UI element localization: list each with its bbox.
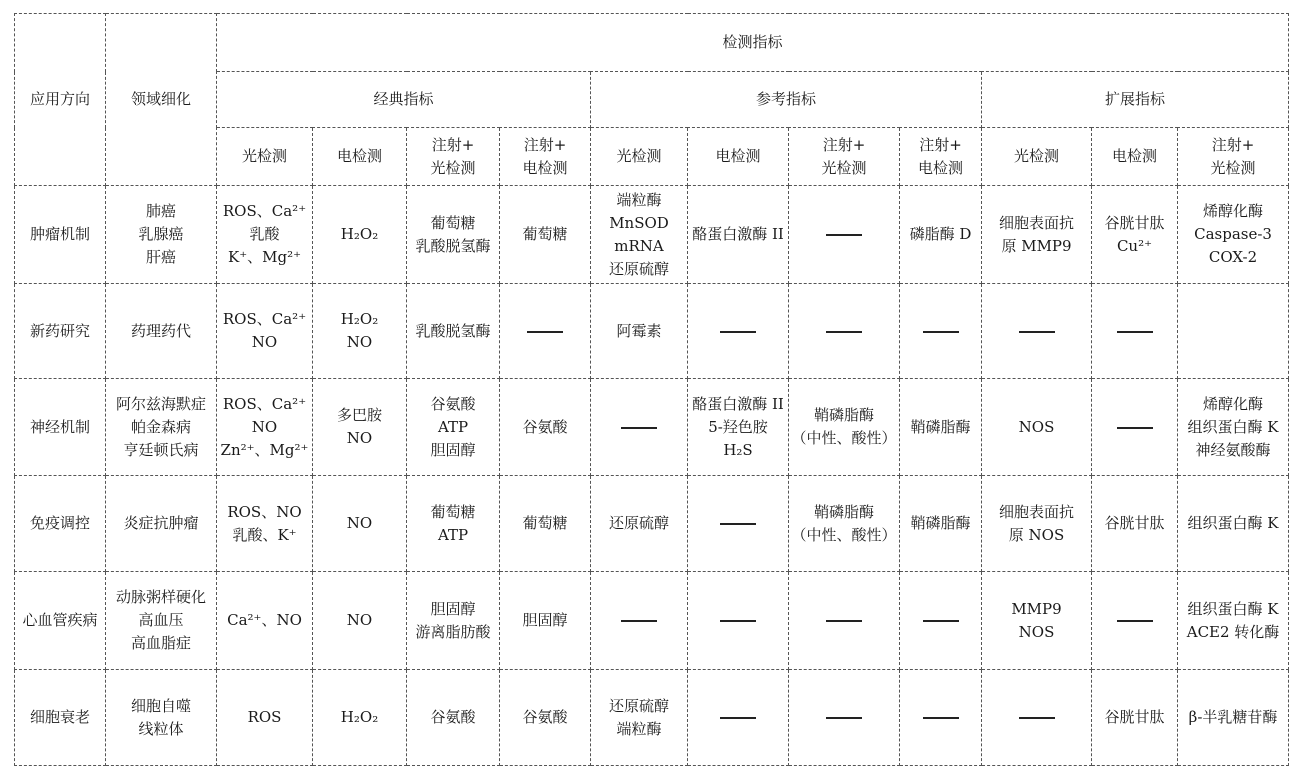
indicator-line: NO: [251, 417, 278, 436]
indicator-cell: [500, 670, 591, 766]
indicator-cell: [1092, 379, 1178, 476]
indicator-cell: [1092, 572, 1178, 670]
column-header-line: 光检测: [241, 147, 287, 165]
indicator-cell: [313, 572, 407, 670]
indicator-cell: [789, 379, 900, 476]
field-cell: [106, 186, 217, 284]
indicator-line: 神经氨酸酶: [1195, 440, 1271, 459]
indicator-cell: [900, 476, 982, 572]
indicator-line: H₂S: [723, 440, 753, 459]
empty-dash: [923, 620, 959, 622]
indicator-line: 还原硫醇: [608, 259, 669, 278]
indicator-line: NO: [346, 333, 373, 351]
header-row-1: [15, 14, 1289, 72]
field-line: 细胞自噬: [130, 696, 191, 715]
indicator-line: NO: [251, 333, 278, 351]
indicator-cell: [982, 284, 1092, 379]
empty-dash: [923, 717, 959, 719]
field-cell: [106, 284, 217, 379]
table-row: [15, 670, 1289, 766]
indicator-line: 烯醇化酶: [1203, 394, 1264, 413]
column-header: [217, 128, 313, 186]
header-field: 领域细化: [106, 14, 217, 186]
field-line: 亨廷顿氏病: [123, 440, 199, 459]
column-header-line: 电检测: [917, 158, 963, 177]
indicator-cell: [688, 670, 789, 766]
application-cell: 肿瘤机制: [15, 186, 106, 284]
indicator-cell: [789, 186, 900, 284]
indicator-line: 谷胱甘肽: [1104, 708, 1165, 726]
indicator-cell: [217, 572, 313, 670]
indicator-cell: [407, 670, 500, 766]
indicator-cell: [500, 476, 591, 572]
indicator-line: 乳酸脱氢酶: [415, 321, 491, 340]
indicator-cell: [688, 284, 789, 379]
indicator-cell: [217, 284, 313, 379]
empty-dash: [826, 234, 862, 236]
indicator-line: 谷氨酸: [430, 394, 476, 413]
indicator-cell: [982, 186, 1092, 284]
indicator-line: NOS: [1018, 417, 1055, 436]
indicator-line: 谷胱甘肽: [1104, 213, 1165, 232]
field-line: 肺癌: [145, 202, 176, 220]
indicator-cell: [1092, 670, 1178, 766]
indicator-cell: [789, 670, 900, 766]
column-header-line: 注射+: [1211, 135, 1255, 154]
indicator-cell: [982, 572, 1092, 670]
indicator-line: 谷氨酸: [522, 417, 568, 436]
indicator-cell: [313, 186, 407, 284]
indicator-line: NO: [346, 611, 373, 629]
field-line: 高血压: [138, 611, 184, 629]
empty-dash: [1117, 331, 1153, 333]
field-line: 线粒体: [138, 719, 184, 738]
indicator-line: 葡萄糖: [430, 502, 476, 521]
application-cell: 新药研究: [15, 284, 106, 379]
indicator-line: 葡萄糖: [430, 213, 476, 232]
column-header-line: 注射+: [431, 135, 475, 154]
indicator-cell: [407, 284, 500, 379]
indicator-line: 酪蛋白激酶 II: [692, 225, 784, 243]
indicator-line: 鞘磷脂酶: [910, 514, 971, 532]
indicator-line: 鞘磷脂酶: [813, 406, 874, 424]
empty-dash: [826, 620, 862, 622]
empty-dash: [720, 331, 756, 333]
indicator-line: ROS、NO: [227, 502, 302, 521]
indicator-cell: [500, 284, 591, 379]
field-line: 炎症抗肿瘤: [123, 514, 199, 532]
indicator-cell: [217, 476, 313, 572]
table-row: [15, 476, 1289, 572]
column-header-line: 电检测: [522, 158, 568, 177]
indicator-line: NO: [346, 514, 373, 532]
indicator-cell: [900, 284, 982, 379]
indicator-line: Caspase-3: [1194, 225, 1272, 243]
indicator-line: 胆固醇: [430, 599, 476, 618]
field-line: 高血脂症: [130, 634, 191, 652]
indicator-line: 磷脂酶 D: [909, 225, 972, 243]
indicator-line: ROS、Ca²⁺: [222, 394, 307, 413]
column-header: [789, 128, 900, 186]
field-line: 阿尔兹海默症: [115, 394, 206, 413]
application-cell: 细胞衰老: [15, 670, 106, 766]
column-header-line: 光检测: [616, 147, 662, 165]
indicator-line: 5-羟色胺: [708, 417, 768, 436]
indicator-line: 谷胱甘肽: [1104, 514, 1165, 532]
table-row: [15, 572, 1289, 670]
indicator-cell: [591, 670, 688, 766]
indicator-cell: [591, 186, 688, 284]
indicator-cell: [982, 476, 1092, 572]
indicator-cell: [900, 572, 982, 670]
indicator-line: 还原硫醇: [608, 696, 669, 715]
indicator-line: 葡萄糖: [522, 225, 568, 243]
indicator-line: 游离脂肪酸: [415, 622, 491, 641]
column-header: [1178, 128, 1289, 186]
indicator-cell: [789, 572, 900, 670]
application-cell: 心血管疾病: [15, 572, 106, 670]
indicator-cell: [1178, 670, 1289, 766]
empty-dash: [1117, 427, 1153, 429]
indicator-line: 端粒酶: [616, 190, 662, 209]
column-header-line: 电检测: [336, 147, 382, 165]
indicator-cell: [688, 572, 789, 670]
indicator-line: Zn²⁺、Mg²⁺: [220, 440, 309, 459]
table-body: [15, 186, 1289, 766]
header-group-extended: 扩展指标: [982, 72, 1289, 128]
indicator-line: H₂O₂: [340, 708, 379, 726]
column-header: [688, 128, 789, 186]
empty-dash: [1019, 331, 1055, 333]
indicator-line: 还原硫醇: [608, 514, 669, 532]
field-line: 肝癌: [145, 248, 176, 266]
indicator-line: 原 MMP9: [1001, 236, 1072, 255]
indicator-cell: [407, 186, 500, 284]
indicator-line: K⁺、Mg²⁺: [227, 248, 301, 266]
indicator-line: H₂O₂: [340, 310, 379, 328]
indicator-line: Ca²⁺、NO: [227, 611, 302, 629]
field-cell: [106, 476, 217, 572]
indicator-cell: [1178, 476, 1289, 572]
empty-dash: [621, 427, 657, 429]
indicator-line: ROS: [247, 708, 282, 726]
indicator-cell: [900, 670, 982, 766]
indicator-cell: [313, 670, 407, 766]
column-header: [500, 128, 591, 186]
header-group-classic: 经典指标: [217, 72, 591, 128]
indicator-line: ATP: [437, 525, 469, 544]
indicator-line: 细胞表面抗: [998, 502, 1074, 521]
indicator-line: ROS、Ca²⁺: [222, 202, 307, 220]
indicator-cell: [591, 284, 688, 379]
empty-dash: [621, 620, 657, 622]
column-header: [407, 128, 500, 186]
column-header: [900, 128, 982, 186]
indicator-line: 组织蛋白酶 K: [1187, 417, 1279, 436]
indicator-line: NO: [346, 429, 373, 447]
indicator-cell: [217, 379, 313, 476]
indicator-line: ROS、Ca²⁺: [222, 310, 307, 328]
indicator-line: COX-2: [1208, 248, 1258, 266]
indicator-cell: [407, 572, 500, 670]
field-cell: [106, 572, 217, 670]
field-line: 乳腺癌: [138, 225, 184, 243]
empty-dash: [720, 717, 756, 719]
indicator-cell: [1178, 572, 1289, 670]
column-header-line: 注射+: [523, 135, 567, 154]
table-container: [14, 13, 1289, 766]
indicator-cell: [217, 186, 313, 284]
indicator-line: ACE2 转化酶: [1186, 622, 1280, 641]
indicator-cell: [1178, 379, 1289, 476]
indicator-cell: [591, 572, 688, 670]
field-line: 帕金森病: [130, 417, 191, 436]
indicator-line: 端粒酶: [616, 719, 662, 738]
column-header-line: 光检测: [430, 158, 476, 177]
indicator-line: 组织蛋白酶 K: [1187, 599, 1279, 618]
indicator-line: 多巴胺: [336, 406, 382, 424]
indicator-line: mRNA: [614, 236, 664, 255]
indicator-line: 胆固醇: [430, 440, 476, 459]
indicator-cell: [900, 186, 982, 284]
indicator-cell: [900, 379, 982, 476]
table-row: [15, 186, 1289, 284]
indicator-cell: [217, 670, 313, 766]
indicator-cell: [1092, 186, 1178, 284]
application-cell: 神经机制: [15, 379, 106, 476]
empty-dash: [923, 331, 959, 333]
empty-dash: [1019, 717, 1055, 719]
indicator-cell: [1092, 476, 1178, 572]
indicator-line: （中性、酸性）: [791, 429, 897, 447]
column-header-line: 光检测: [821, 158, 867, 177]
empty-dash: [826, 331, 862, 333]
empty-dash: [826, 717, 862, 719]
indicator-line: 烯醇化酶: [1203, 202, 1264, 220]
indicator-cell: [407, 379, 500, 476]
column-header-line: 电检测: [1111, 147, 1157, 165]
column-header: [313, 128, 407, 186]
indicator-cell: [688, 186, 789, 284]
indicator-cell: [688, 379, 789, 476]
indicator-cell: [500, 186, 591, 284]
field-cell: [106, 379, 217, 476]
table-row: [15, 284, 1289, 379]
header-detection: 检测指标: [217, 14, 1289, 72]
indicator-cell: [313, 284, 407, 379]
indicator-line: 谷氨酸: [522, 708, 568, 726]
indicator-line: 组织蛋白酶 K: [1187, 514, 1279, 532]
field-line: 药理药代: [130, 321, 191, 340]
indicator-line: 葡萄糖: [522, 514, 568, 532]
column-header: [591, 128, 688, 186]
indicator-line: H₂O₂: [340, 225, 379, 243]
indicator-line: 原 NOS: [1008, 525, 1065, 544]
indicator-line: 鞘磷脂酶: [910, 417, 971, 436]
indicator-cell: [313, 379, 407, 476]
empty-dash: [720, 523, 756, 525]
indicator-line: 乳酸: [249, 225, 280, 243]
indicator-cell: [789, 284, 900, 379]
indicator-line: 鞘磷脂酶: [813, 502, 874, 521]
indicator-line: 乳酸、K⁺: [232, 525, 297, 544]
column-header: [1092, 128, 1178, 186]
indicator-cell: [1178, 284, 1289, 379]
column-header-line: 注射+: [919, 135, 962, 154]
indicator-line: 乳酸脱氢酶: [415, 236, 491, 255]
indicator-line: 胆固醇: [522, 611, 568, 629]
indicator-line: （中性、酸性）: [791, 525, 897, 544]
column-header: [982, 128, 1092, 186]
application-cell: 免疫调控: [15, 476, 106, 572]
column-header-line: 注射+: [822, 135, 866, 154]
indicator-line: β-半乳糖苷酶: [1188, 708, 1278, 726]
detection-index-table: [14, 13, 1289, 766]
indicator-cell: [591, 379, 688, 476]
column-header-line: 光检测: [1210, 158, 1256, 177]
empty-dash: [527, 331, 563, 333]
indicator-cell: [1092, 284, 1178, 379]
field-cell: [106, 670, 217, 766]
indicator-line: MnSOD: [609, 213, 669, 232]
table-row: [15, 379, 1289, 476]
header-group-reference: 参考指标: [591, 72, 982, 128]
field-line: 动脉粥样硬化: [115, 588, 206, 606]
indicator-cell: [407, 476, 500, 572]
indicator-line: 谷氨酸: [430, 708, 476, 726]
indicator-line: NOS: [1018, 622, 1055, 641]
indicator-cell: [313, 476, 407, 572]
indicator-line: MMP9: [1011, 599, 1062, 618]
indicator-line: 细胞表面抗: [998, 213, 1074, 232]
empty-dash: [1117, 620, 1153, 622]
indicator-cell: [500, 572, 591, 670]
header-application: 应用方向: [15, 14, 106, 186]
indicator-cell: [982, 379, 1092, 476]
indicator-cell: [500, 379, 591, 476]
indicator-line: 酪蛋白激酶 II: [692, 394, 784, 413]
indicator-cell: [1178, 186, 1289, 284]
indicator-line: 阿霉素: [616, 321, 662, 340]
column-header-line: 光检测: [1013, 147, 1059, 165]
empty-dash: [720, 620, 756, 622]
indicator-cell: [982, 670, 1092, 766]
indicator-cell: [688, 476, 789, 572]
indicator-line: Cu²⁺: [1116, 236, 1153, 255]
indicator-cell: [591, 476, 688, 572]
column-header-line: 电检测: [715, 147, 761, 165]
indicator-line: ATP: [437, 417, 469, 436]
indicator-cell: [789, 476, 900, 572]
